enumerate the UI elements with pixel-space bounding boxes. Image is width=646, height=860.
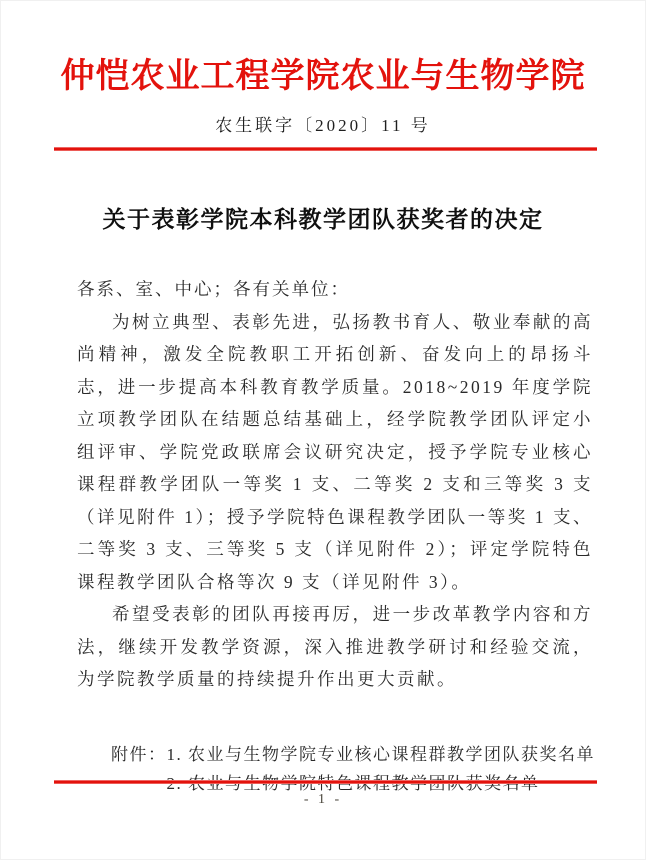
footer-red-divider xyxy=(54,780,597,784)
body-paragraph-2: 希望受表彰的团队再接再厉，进一步改革教学内容和方法，继续开发教学资源，深入推进教学研讨和经验交流，为学院教学质量的持续提升作出更大贡献。 xyxy=(77,604,593,689)
doc-number: 农生联字〔2020〕11 号 xyxy=(215,116,431,135)
org-name: 仲恺农业工程学院农业与生物学院 xyxy=(60,58,586,95)
attachment-item-1: 1. 农业与生物学院专业核心课程群教学团队获奖名单 xyxy=(166,744,595,764)
doc-title: 关于表彰学院本科教学团队获奖者的决定 xyxy=(102,206,544,232)
body-paragraph-1: 为树立典型、表彰先进，弘扬教书育人、敬业奉献的高尚精神，激发全院教职工开拓创新、奋发向上的昂扬斗志，进一步提高本科教育教学质量。2018~2019 年度学院立项教学团队在结题总结基础上，经学院教学团队评定小组评审、学院党政联席会议研究决定，授予学院专业核心课程群教学团队一等奖 1 支、二等奖 2 支和三等奖 3 支（详见附件 1）；授予学院特色课程教学团队一等奖 1 支、二等奖 3 支、三等奖 5 支（详见附件 2）；评定学院特色课程教学团队合格等次 9 支（详见附件 3）。 xyxy=(77,311,593,592)
salutation: 各系、室、中心；各有关单位： xyxy=(77,279,350,299)
header-red-divider xyxy=(54,147,597,151)
attachments-block xyxy=(111,740,605,798)
attachments-list xyxy=(167,740,596,798)
attachments-label: 附件： xyxy=(111,744,167,764)
document-header xyxy=(1,55,645,151)
page-number: - 1 - xyxy=(303,792,343,807)
document-body xyxy=(77,273,593,696)
